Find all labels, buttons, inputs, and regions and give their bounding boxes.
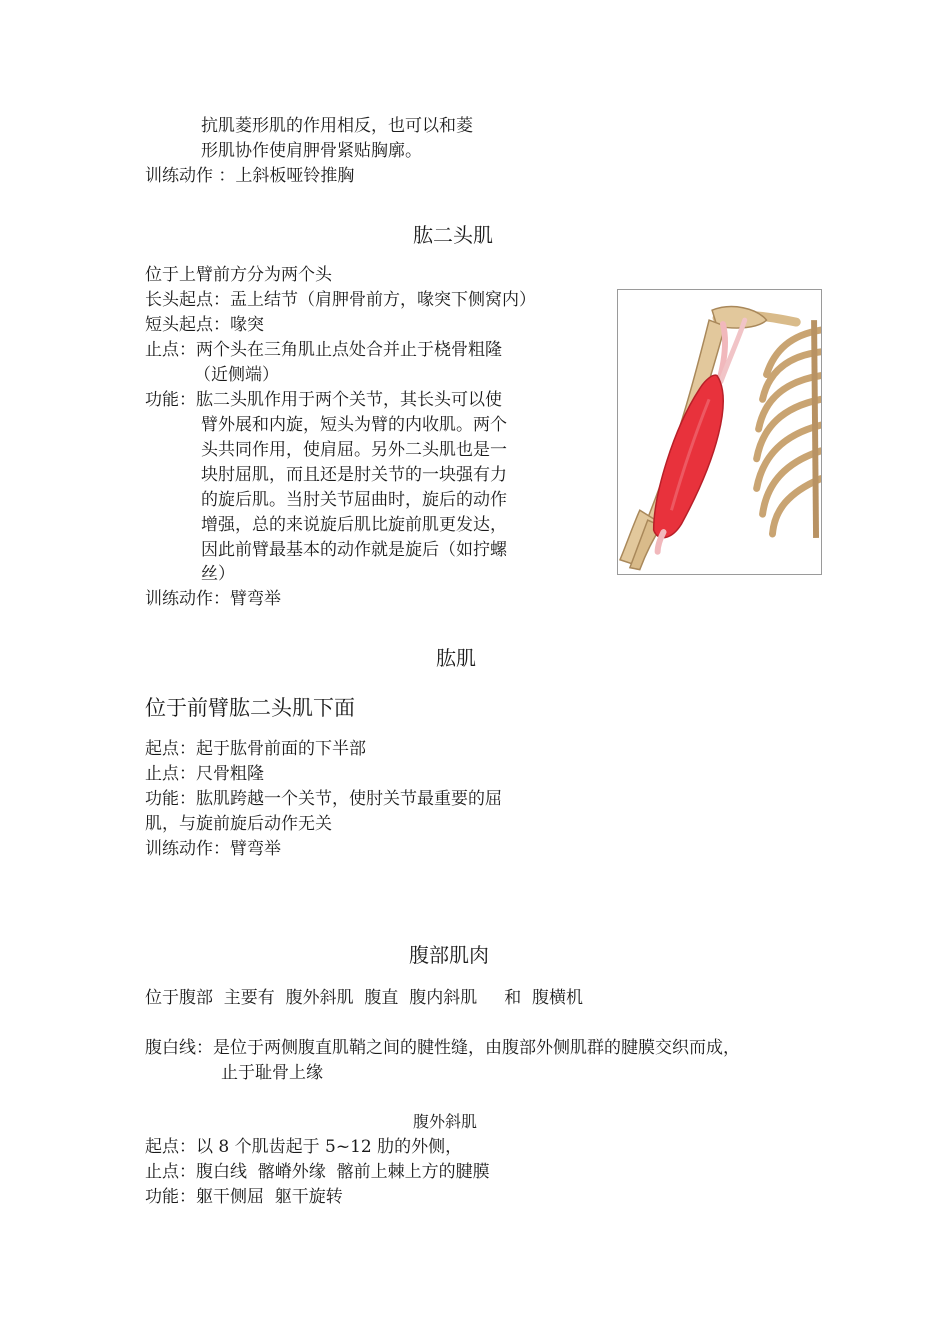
biceps-line: 增强，总的来说旋后肌比旋前肌更发达， [201, 515, 507, 535]
biceps-line: 短头起点：喙突 [145, 315, 264, 335]
biceps-line: 块肘屈肌，而且还是肘关节的一块强有力 [201, 465, 507, 485]
brachialis-line: 起点：起于肱骨前面的下半部 [145, 739, 366, 759]
external-oblique-line: 起点：以 8 个肌齿起于 5~12 肋的外侧， [145, 1137, 463, 1157]
external-oblique-line: 功能：躯干侧屈 躯干旋转 [145, 1187, 343, 1207]
linea-alba-line: 止于耻骨上缘 [221, 1063, 323, 1083]
biceps-line: 臂外展和内旋，短头为臂的内收肌。两个 [201, 415, 507, 435]
brachialis-subtitle: 位于前臂肱二头肌下面 [145, 696, 355, 720]
rhomboid-text-line: 形肌协作使肩胛骨紧贴胸廓。 [201, 141, 422, 161]
biceps-line: 长头起点：盂上结节（肩胛骨前方，喙突下侧窝内） [145, 290, 536, 310]
biceps-line: 位于上臂前方分为两个头 [145, 265, 332, 285]
biceps-anatomy-image [618, 290, 821, 574]
rib-cage [757, 330, 821, 534]
external-oblique-heading: 腹外斜肌 [413, 1112, 478, 1131]
sternum [814, 320, 816, 538]
biceps-illustration [617, 289, 822, 575]
external-oblique-line: 止点：腹白线 髂嵴外缘 髂前上棘上方的腱膜 [145, 1162, 490, 1182]
biceps-line: 止点：两个头在三角肌止点处合并止于桡骨粗隆 [145, 340, 502, 360]
biceps-line: 功能：肱二头肌作用于两个关节，其长头可以使 [145, 390, 502, 410]
brachialis-line: 止点：尺骨粗隆 [145, 764, 264, 784]
rhomboid-text-line: 抗肌菱形肌的作用相反，也可以和菱 [201, 116, 473, 136]
biceps-line: 的旋后肌。当肘关节屈曲时，旋后的动作 [201, 490, 507, 510]
biceps-training-line: 训练动作：臂弯举 [145, 589, 281, 609]
abdominal-heading: 腹部肌肉 [409, 943, 489, 967]
linea-alba-line: 腹白线：是位于两侧腹直肌鞘之间的腱性缝，由腹部外侧肌群的腱膜交织而成， [145, 1038, 740, 1058]
brachialis-training-line: 训练动作：臂弯举 [145, 839, 281, 859]
brachialis-line: 功能：肱肌跨越一个关节，使肘关节最重要的屈 [145, 789, 502, 809]
biceps-line: 头共同作用，使肩屈。另外二头肌也是一 [201, 440, 507, 460]
biceps-line: （近侧端） [194, 365, 279, 385]
abdominal-intro: 位于腹部 主要有 腹外斜肌 腹直 腹内斜肌 和 腹横机 [145, 988, 584, 1008]
rhomboid-training-line: 训练动作 ：上斜板哑铃推胸 [145, 166, 355, 186]
biceps-line: 因此前臂最基本的动作就是旋后（如拧螺 [201, 540, 507, 560]
brachialis-heading: 肱肌 [436, 646, 476, 670]
brachialis-line: 肌，与旋前旋后动作无关 [145, 814, 332, 834]
biceps-line: 丝） [201, 564, 235, 584]
biceps-heading: 肱二头肌 [413, 223, 493, 247]
